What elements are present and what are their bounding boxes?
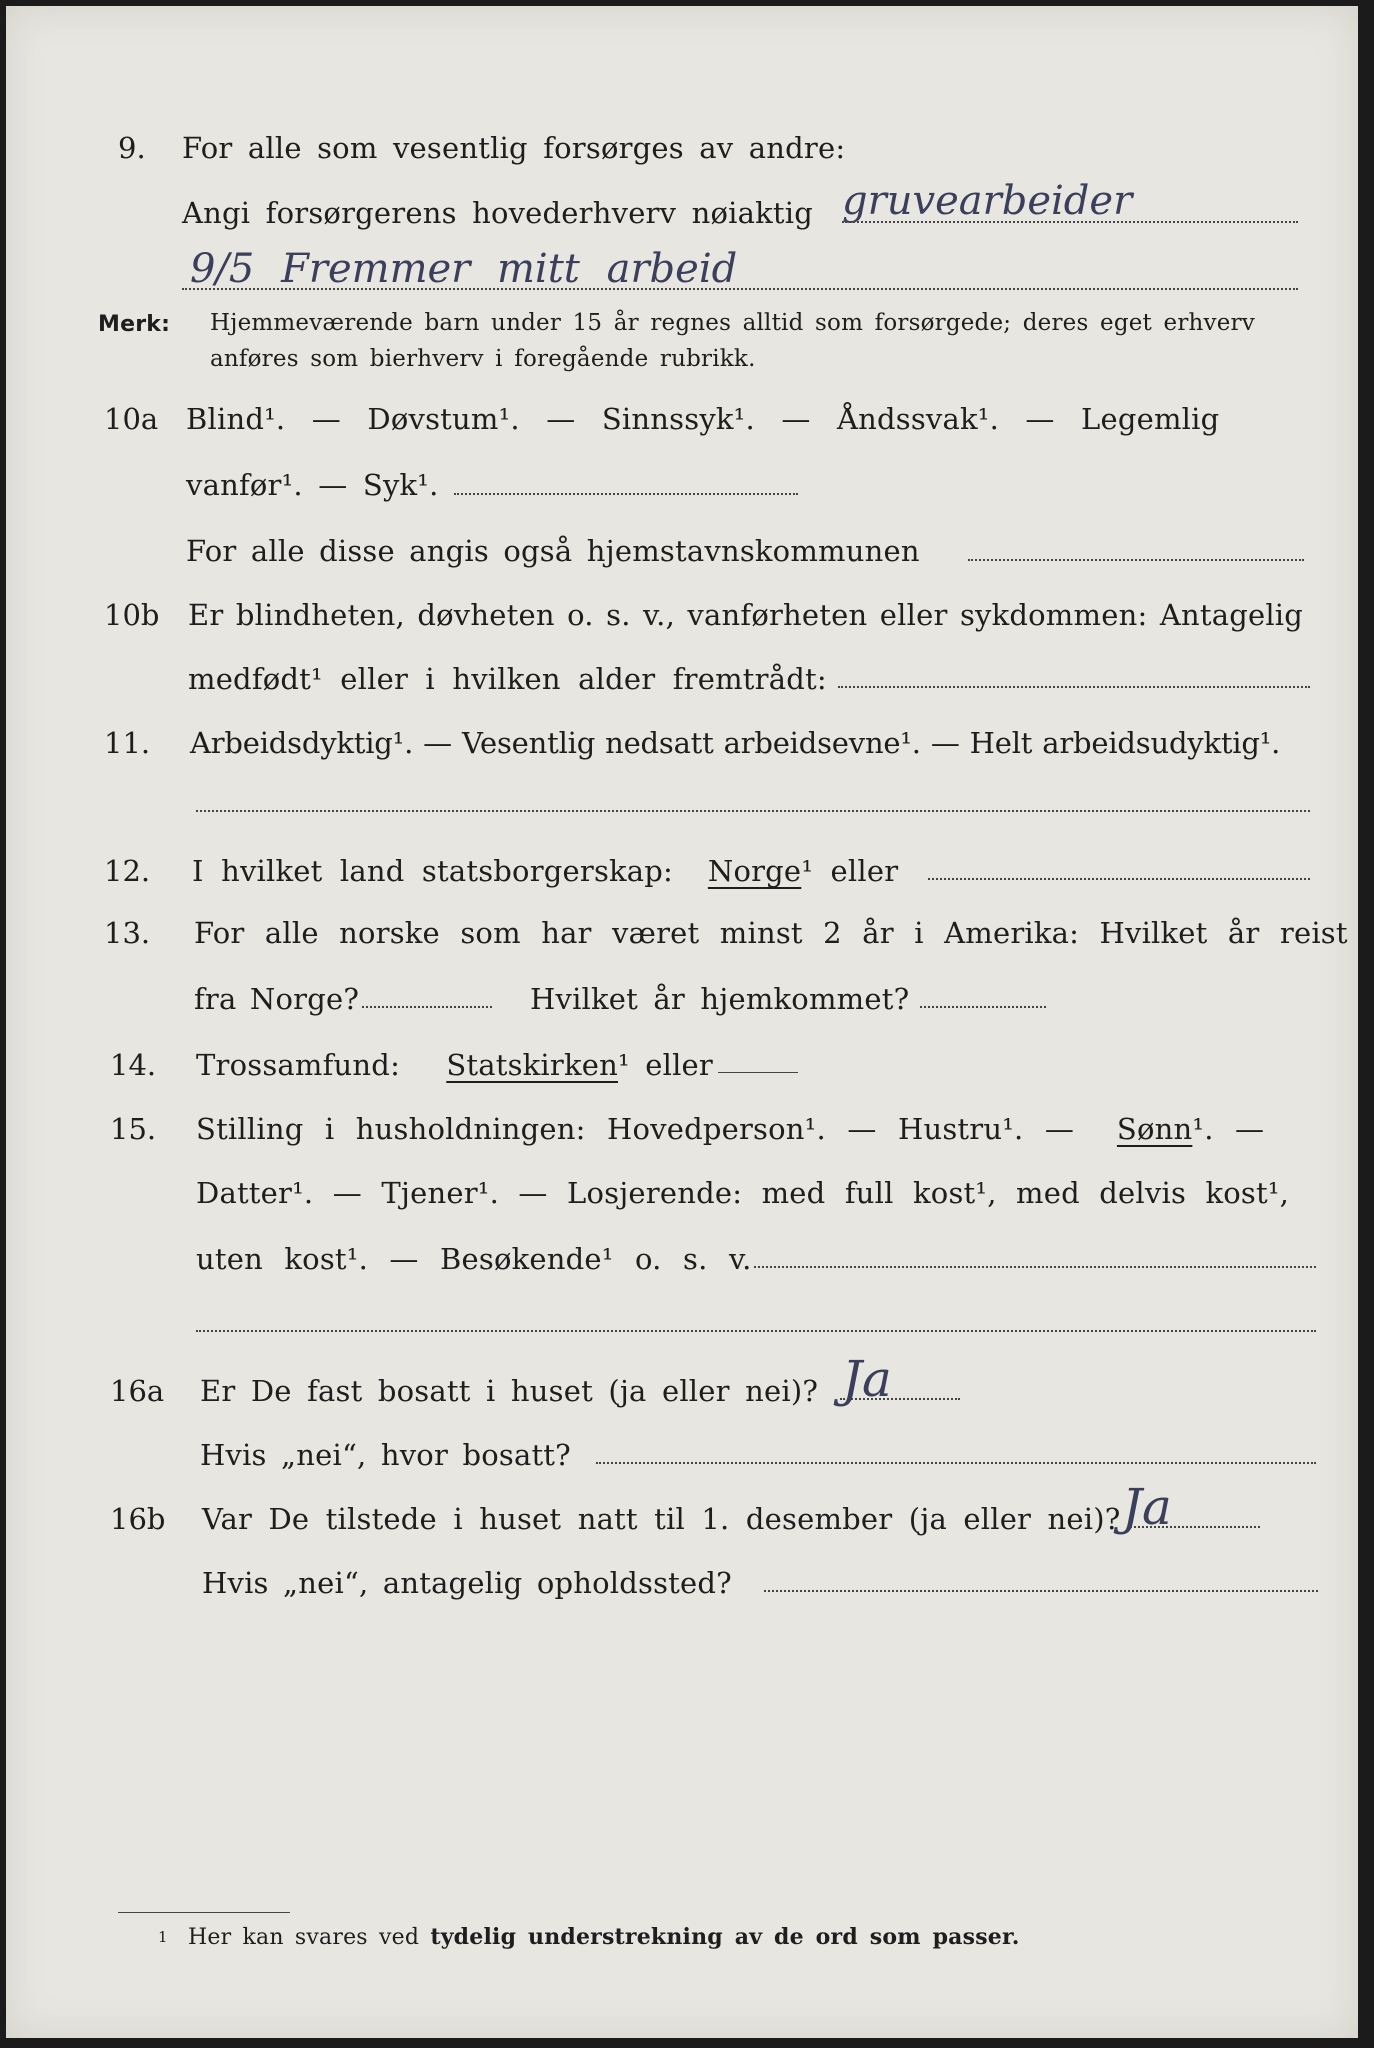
q9-answer-line1: [842, 221, 1298, 223]
q15-line3: uten kost¹. — Besøkende¹ o. s. v.: [196, 1242, 752, 1276]
footnote-mark: 1: [158, 1928, 168, 1946]
q13-hjemkommet-line: [920, 1006, 1046, 1008]
q10b-line1: Er blindheten, døvheten o. s. v., vanførheten eller sykdommen: Antagelig: [188, 598, 1304, 632]
q9-line2: Angi forsørgerens hovederhverv nøiaktig: [182, 196, 813, 230]
q16a-answer-line: [840, 1398, 960, 1400]
q13-line2b: Hvilket år hjemkommet?: [530, 982, 910, 1016]
q16b-line2: Hvis „nei“, antagelig opholdssted?: [202, 1566, 732, 1600]
q16b-opholdssted-line: [764, 1590, 1318, 1592]
q13-reist-line: [362, 1006, 492, 1008]
q9-answer-line2: [182, 288, 1298, 290]
q15-line1: [196, 1112, 1264, 1146]
q10b-number: 10b: [104, 598, 160, 632]
footnote-text-a: Her kan svares ved: [188, 1925, 420, 1950]
merk-line1: Hjemmeværende barn under 15 år regnes alltid som forsørgede; deres eget erhverv: [210, 310, 1255, 336]
q12-suffix: ¹ eller: [801, 854, 899, 888]
q15-answer-line1: [754, 1266, 1316, 1268]
census-form-page: [6, 6, 1358, 2038]
q16a-line1: Er De fast bosatt i huset (ja eller nei)?: [200, 1374, 819, 1408]
q16b-line1: Var De tilstede i huset natt til 1. desember (ja eller nei)?: [202, 1502, 1121, 1536]
q9-number: 9.: [118, 131, 146, 165]
q13-line1: For alle norske som har været minst 2 år i Amerika: Hvilket år reist: [194, 916, 1348, 950]
q15-number: 15.: [110, 1112, 157, 1146]
q15-line2: Datter¹. — Tjener¹. — Losjerende: med full kost¹, med delvis kost¹,: [196, 1176, 1290, 1210]
q16a-number: 16a: [110, 1374, 165, 1408]
q14-statskirken-underlined: Statskirken: [446, 1048, 618, 1082]
q9-line1: For alle som vesentlig forsørges av andre:: [182, 131, 846, 165]
q10a-number: 10a: [104, 402, 159, 436]
q11-line1: Arbeidsdyktig¹. — Vesentlig nedsatt arbeidsevne¹. — Helt arbeidsudyktig¹.: [190, 726, 1281, 760]
q10a-line3: For alle disse angis også hjemstavnskommunen: [186, 534, 920, 568]
q16b-number: 16b: [110, 1502, 166, 1536]
q16a-line2: Hvis „nei“, hvor bosatt?: [200, 1438, 571, 1472]
q11-answer-line: [196, 810, 1310, 812]
q14-prefix: Trossamfund:: [196, 1048, 401, 1082]
q10b-line2: medfødt¹ eller i hvilken alder fremtrådt:: [188, 662, 827, 696]
merk-label: Merk:: [98, 312, 171, 337]
q10a-line1: Blind¹. — Døvstum¹. — Sinnssyk¹. — Åndssvak¹. — Legemlig: [186, 402, 1220, 436]
footnote-text-b: tydelig understrekning av de ord som passer.: [430, 1924, 1020, 1950]
q12-answer-line: [928, 878, 1310, 880]
q10a-line2: vanfør¹. — Syk¹.: [186, 468, 439, 502]
q16b-answer-line: [1130, 1526, 1260, 1528]
q13-number: 13.: [104, 916, 151, 950]
q14-suffix: ¹ eller: [617, 1048, 713, 1082]
q15-line1a: Stilling i husholdningen: Hovedperson¹. — Hustru¹. —: [196, 1112, 1075, 1146]
q15-sonn-underlined: Sønn: [1116, 1112, 1193, 1146]
q9-handwritten-answer1: gruvearbeider: [842, 178, 1133, 224]
q10b-alder-line: [838, 686, 1310, 688]
q16a-bosatt-line: [596, 1462, 1316, 1464]
q15-answer-line2: [196, 1330, 1316, 1332]
q14-answer-line: [718, 1072, 798, 1073]
q12-number: 12.: [104, 854, 151, 888]
q10a-syk-line: [454, 493, 798, 495]
q16a-handwritten-answer: Ja: [842, 1350, 892, 1408]
q11-number: 11.: [104, 726, 151, 760]
q10a-hjemstavn-line: [968, 559, 1304, 561]
q13-line2a: fra Norge?: [194, 982, 360, 1016]
q15-line1b: ¹. —: [1192, 1112, 1265, 1146]
footnote-text: [188, 1924, 1020, 1950]
q14-number: 14.: [110, 1048, 157, 1082]
q14-line: [196, 1048, 713, 1082]
q9-handwritten-answer2: 9/5 Fremmer mitt arbeid: [190, 246, 738, 292]
q16b-handwritten-answer: Ja: [1122, 1478, 1172, 1536]
q12-prefix: I hvilket land statsborgerskap:: [192, 854, 674, 888]
merk-line2: anføres som bierhverv i foregående rubrikk.: [210, 346, 756, 372]
q12-line: [192, 854, 898, 888]
footnote-rule: [118, 1912, 290, 1913]
q12-norge-underlined: Norge: [707, 854, 802, 888]
